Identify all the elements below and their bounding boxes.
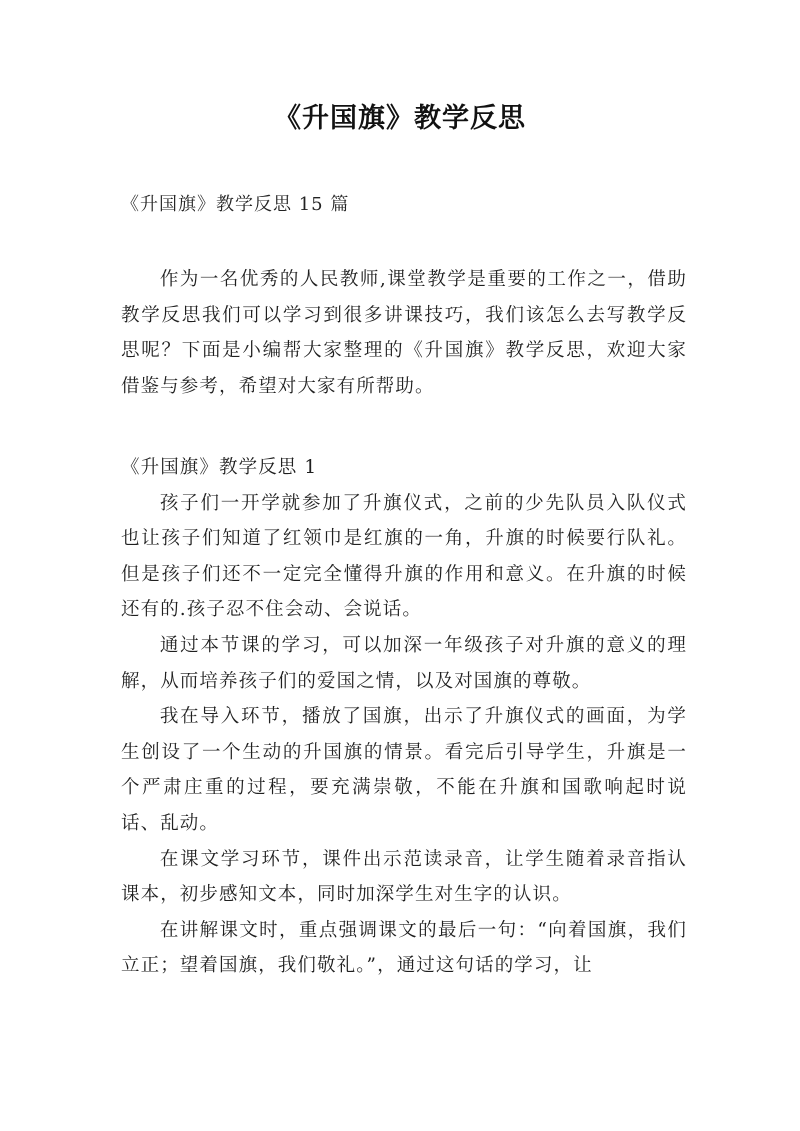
section-heading: 《升国旗》教学反思 1 — [121, 457, 318, 478]
page-title: 《升国旗》教学反思 — [274, 103, 526, 134]
document-subtitle: 《升国旗》教学反思 15 篇 — [121, 194, 350, 215]
intro-block — [121, 262, 687, 404]
intro-paragraph: 作为一名优秀的人民教师,课堂教学是重要的工作之一，借助教学反思我们可以学习到很多讲课技巧，我们该怎么去写教学反思呢？下面是小编帮大家整理的《升国旗》教学反思，欢迎大家借鉴与参考，希望对大家有所帮助。 — [121, 269, 687, 397]
section-1 — [121, 450, 687, 984]
body-paragraph: 孩子们一开学就参加了升旗仪式，之前的少先队员入队仪式也让孩子们知道了红领巾是红旗的一角，升旗的时候要行队礼。但是孩子们还不一定完全懂得升旗的作用和意义。在升旗的时候还有的.孩子忍不住会动、会说话。 — [121, 492, 687, 621]
body-paragraph: 我在导入环节，播放了国旗，出示了升旗仪式的画面，为学生创设了一个生动的升国旗的情景。看完后引导学生，升旗是一个严肃庄重的过程，要充满崇敬，不能在升旗和国歌响起时说话、乱动。 — [121, 706, 687, 834]
body-paragraph: 通过本节课的学习，可以加深一年级孩子对升旗的意义的理解，从而培养孩子们的爱国之情，以及对国旗的尊敬。 — [121, 634, 687, 692]
body-paragraph: 在讲解课文时，重点强调课文的最后一句：“向着国旗，我们立正；望着国旗，我们敬礼。”，通过这句话的学习，让 — [121, 919, 687, 977]
body-paragraph: 在课文学习环节，课件出示范读录音，让学生随着录音指认课本，初步感知文本，同时加深学生对生字的认识。 — [121, 848, 687, 906]
